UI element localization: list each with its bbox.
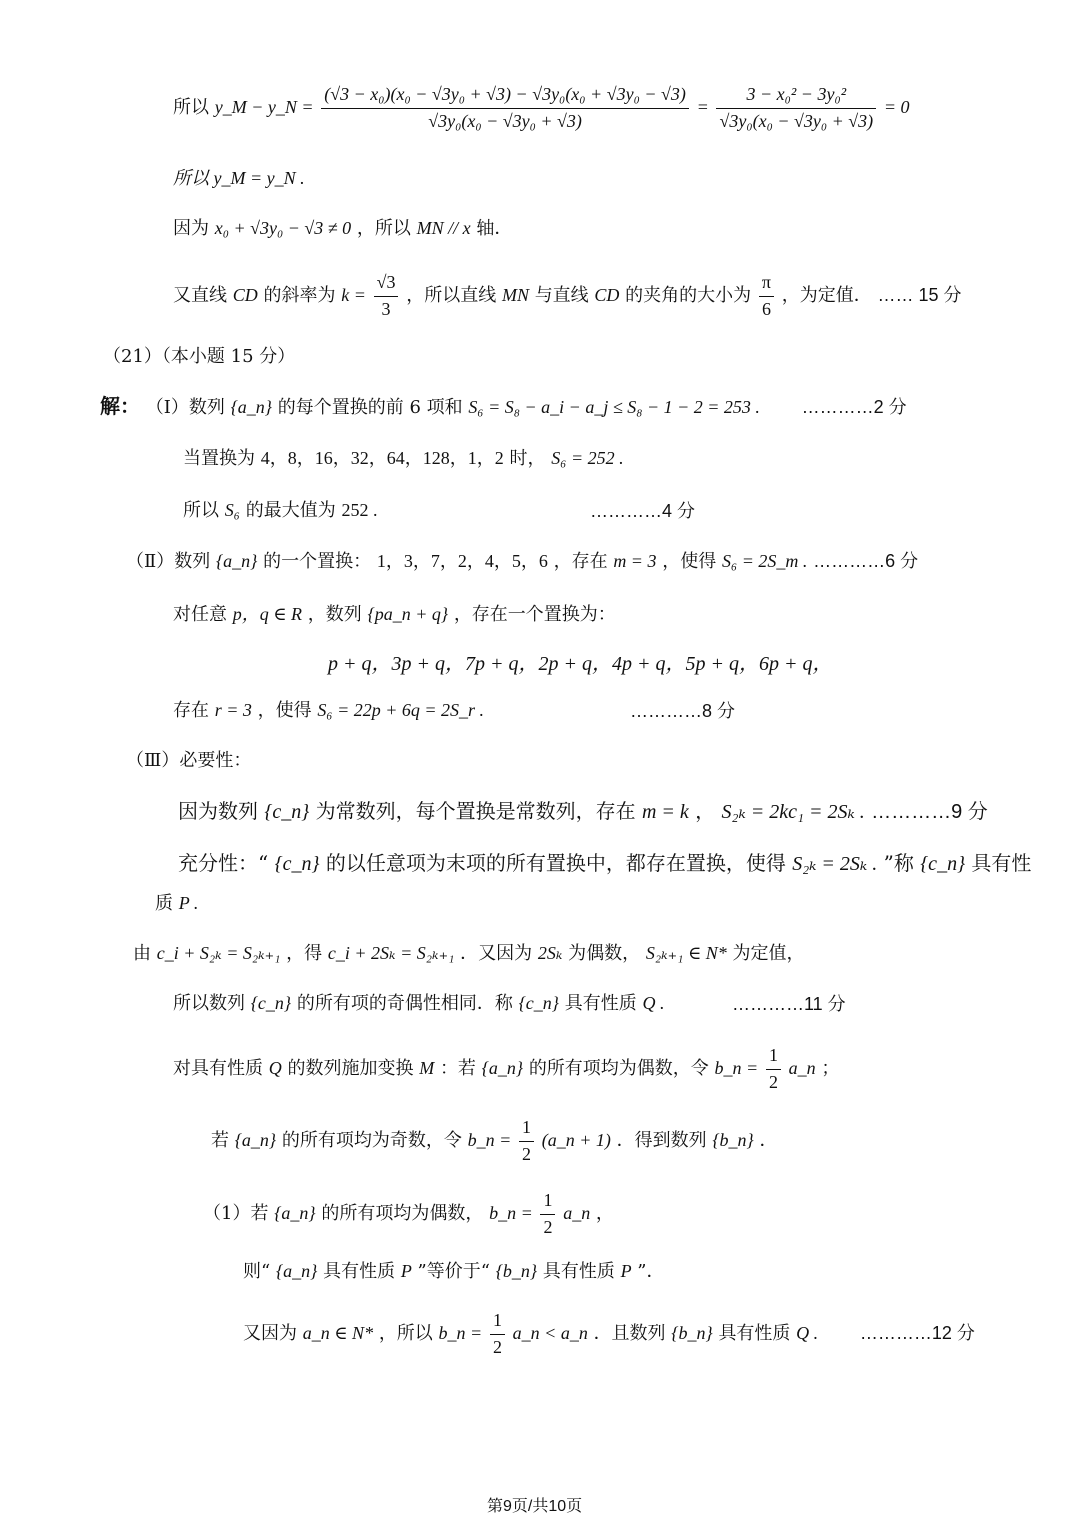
math: MN (501, 285, 529, 306)
fraction-denominator: 6 (761, 298, 771, 319)
fraction-numerator: 1 (490, 1310, 505, 1335)
text: ：若 (439, 1058, 476, 1080)
math: S₆ = S₈ − a_i − a_j ≤ S₈ − 1 − 2 = 253 . (468, 397, 760, 417)
fraction-slope (374, 272, 399, 320)
text: ，存在 (553, 551, 608, 572)
math: CD (594, 285, 620, 306)
line-16 (155, 893, 198, 915)
math: 4，8，16，32，64，128，1，2 (260, 448, 504, 468)
text: 与直线 (534, 285, 589, 307)
math: S₆ = 2S_m . (721, 551, 808, 571)
math: 2Sₖ (537, 943, 563, 963)
line-1 (173, 84, 910, 132)
text: ”等价于“ (417, 1261, 490, 1282)
line-9 (126, 551, 918, 573)
text: 存在 (173, 700, 209, 721)
text: 的每个置换的前 6 项和 (277, 397, 463, 418)
fraction-numerator: π (759, 272, 774, 297)
fraction-half (490, 1310, 505, 1358)
math: {c_n} (518, 993, 559, 1013)
math: a_n (788, 1058, 816, 1079)
text: 具有性质 (542, 1261, 615, 1282)
text: 对具有性质 (173, 1058, 263, 1080)
math: P (400, 1261, 412, 1281)
math: b_n = (714, 1058, 759, 1079)
math: m = k (641, 801, 689, 823)
solution-label: 解： (100, 394, 140, 418)
math: a_n < a_n (512, 1323, 588, 1344)
text: ； (821, 1058, 840, 1080)
text: ． (759, 1130, 778, 1152)
text: ，得 (286, 943, 323, 964)
line-3 (173, 218, 512, 240)
text: ”称 (883, 851, 914, 875)
line-15 (178, 851, 1031, 876)
score: …… 15 分 (877, 285, 962, 306)
text: 的数列施加变换 (287, 1058, 414, 1080)
math: {a_n} (275, 1261, 318, 1281)
text: 所以 y_M = y_N . (173, 168, 305, 188)
fraction-denominator: 2 (543, 1216, 553, 1237)
text: 轴． (476, 218, 513, 239)
math: {c_n} (264, 801, 310, 823)
text: 的所有项均为偶数， (321, 1203, 484, 1225)
math: x₀ + √3y₀ − √3 ≠ 0 (214, 218, 352, 238)
fraction-half (540, 1190, 555, 1238)
text: （Ⅰ）数列 (145, 397, 225, 418)
fraction-angle (759, 272, 774, 320)
text: 充分性：“ (178, 851, 269, 875)
math: {c_n} (250, 993, 292, 1013)
text: 具有性 (971, 851, 1032, 875)
math: P (620, 1261, 632, 1281)
text: 对任意 (173, 604, 227, 625)
math: {a_n} (230, 397, 272, 417)
math: CD (232, 285, 258, 306)
line-6 (100, 394, 907, 419)
text: ，存在一个置换为： (453, 604, 616, 625)
line-10 (173, 604, 616, 626)
text: （1）若 (203, 1203, 269, 1225)
text: 又直线 (173, 285, 227, 307)
math: b_n = (438, 1323, 483, 1344)
math: {c_n} (920, 853, 966, 875)
score: …………2 分 (801, 397, 907, 417)
math: {a_n} (274, 1203, 316, 1224)
text: 的斜率为 (263, 285, 336, 307)
math: k = (341, 285, 366, 306)
problem-heading: （21）（本小题 15 分） (103, 346, 296, 367)
line-8 (183, 500, 377, 522)
math: Q . (796, 1323, 819, 1344)
math-eq: = (696, 97, 709, 118)
line-12 (173, 700, 484, 722)
text: 因为 (173, 218, 209, 239)
text: 若 (211, 1130, 229, 1152)
fraction-1 (321, 84, 689, 132)
fraction-1-numerator: (√3 − x₀)(x₀ − √3y₀ + √3) − √3y₀(x₀ + √3y₀ − √3) (321, 84, 689, 109)
text: 所以 (183, 500, 219, 521)
text: ，所以直线 (406, 285, 497, 307)
text: 所以 (173, 97, 209, 119)
text: （Ⅱ）数列 (126, 551, 211, 572)
math: a_n ∈ N* (302, 1323, 374, 1344)
text: 的所有项的奇偶性相同．称 (296, 993, 513, 1014)
line-21 (203, 1190, 614, 1238)
fraction-2-denominator: √3y₀(x₀ − √3y₀ + √3) (719, 110, 874, 131)
text: ，使得 (662, 551, 717, 572)
math: M (419, 1058, 435, 1079)
line-12-score: …………8 分 (630, 701, 736, 721)
text: 则“ (243, 1261, 271, 1282)
math: p，q ∈ R (232, 604, 303, 624)
line-11: p + q，3p + q，7p + q，2p + q，4p + q，5p + q，6p + q， (328, 653, 833, 675)
math: {b_n} (671, 1323, 713, 1344)
line-19 (173, 1045, 839, 1093)
math: m = 3 (613, 551, 657, 571)
fraction-numerator: 1 (540, 1190, 555, 1215)
math: r = 3 (214, 700, 252, 720)
line-4 (173, 272, 962, 320)
math-tail: = 0 (883, 97, 910, 118)
math: 1，3，7，2，4，5，6 (376, 551, 548, 571)
math: {a_n} (481, 1058, 524, 1079)
text: 为常数列，每个置换是常数列，存在 (315, 799, 636, 823)
text: ，为定值． (781, 285, 872, 307)
text: （Ⅲ）必要性： (126, 750, 252, 771)
line-22 (243, 1261, 665, 1283)
line-14 (178, 799, 988, 824)
text: ，所以 (356, 218, 411, 239)
text: 具有性质 (323, 1261, 396, 1282)
score: …………9 分 (871, 801, 988, 823)
text: ， (595, 1203, 614, 1225)
text: ．且数列 (593, 1323, 666, 1345)
fraction-2 (716, 84, 876, 132)
text: 的一个置换： (263, 551, 372, 572)
fraction-2-numerator: 3 − x₀² − 3y₀² (716, 84, 876, 109)
text: ．又因为 (460, 943, 533, 964)
math: S₂ₖ = 2Sₖ . (792, 853, 878, 875)
math: b_n = (489, 1203, 533, 1224)
text: 因为数列 (178, 799, 258, 823)
fraction-half (766, 1045, 781, 1093)
line-17 (133, 943, 805, 965)
fraction-numerator: 1 (519, 1117, 534, 1142)
math: 252 . (341, 500, 378, 520)
text: 的以任意项为末项的所有置换中，都存在置换，使得 (325, 851, 786, 875)
line-23 (243, 1310, 975, 1358)
fraction-denominator: 2 (492, 1336, 502, 1357)
math: {c_n} (274, 853, 320, 875)
line-13 (126, 750, 251, 772)
math: S₂ₖ₊₁ ∈ N* (645, 943, 727, 963)
line-18 (173, 993, 664, 1015)
math: {pa_n + q} (367, 604, 449, 624)
line-5 (103, 346, 295, 368)
text: 质 (155, 893, 173, 914)
math: {a_n} (215, 551, 258, 571)
text: 的夹角的大小为 (625, 285, 752, 307)
text: 时， (509, 448, 546, 469)
fraction-numerator: 1 (766, 1045, 781, 1070)
text: 所以数列 (173, 993, 245, 1014)
math: S₆ (224, 500, 240, 520)
math: S₆ = 252 . (551, 448, 624, 468)
text: 的所有项均为偶数，令 (528, 1058, 709, 1080)
math: {b_n} (712, 1130, 754, 1151)
text: ， (695, 799, 716, 823)
math: MN // x (416, 218, 471, 238)
text: ，数列 (307, 604, 362, 625)
fraction-denominator: 2 (768, 1071, 778, 1092)
line-20 (211, 1117, 777, 1165)
line-7 (183, 448, 624, 470)
page-number: 第9页/共10页 (487, 1498, 583, 1515)
math-lhs: y_M − y_N = (214, 97, 314, 118)
text: 的最大值为 (245, 500, 336, 521)
text: 由 (133, 943, 151, 964)
text: ．得到数列 (616, 1130, 707, 1152)
math: b_n = (467, 1130, 512, 1151)
text: 具有性质 (564, 993, 637, 1014)
fraction-half (519, 1117, 534, 1165)
fraction-numerator: √3 (374, 272, 399, 297)
math: Q (268, 1058, 282, 1079)
text: 为偶数， (568, 943, 641, 964)
line-2 (173, 168, 305, 190)
line-8-score: …………4 分 (590, 501, 696, 521)
math: Q . (642, 993, 665, 1013)
math: {b_n} (495, 1261, 538, 1281)
text: 又因为 (243, 1323, 297, 1345)
fraction-denominator: 3 (381, 298, 391, 319)
math: S₂ₖ = 2kc₁ = 2Sₖ . (721, 801, 865, 823)
text: ，使得 (257, 700, 312, 721)
math: (a_n + 1) (541, 1130, 611, 1151)
text: ，所以 (378, 1323, 433, 1345)
text: 具有性质 (718, 1323, 791, 1345)
score: …………6 分 (813, 551, 919, 571)
math: P . (178, 893, 199, 913)
text: 的所有项均为奇数，令 (281, 1130, 462, 1152)
fraction-denominator: 2 (522, 1143, 531, 1164)
text: ”． (637, 1261, 665, 1282)
score: …………12 分 (859, 1323, 975, 1344)
text: 为定值， (732, 943, 805, 964)
fraction-1-denominator: √3y₀(x₀ − √3y₀ + √3) (428, 110, 582, 131)
math: {a_n} (234, 1130, 277, 1151)
math: S₆ = 22p + 6q = 2S_r . (317, 700, 485, 720)
math: c_i + 2Sₖ = S₂ₖ₊₁ (327, 943, 455, 963)
math: a_n (563, 1203, 591, 1224)
math: c_i + S₂ₖ = S₂ₖ₊₁ (156, 943, 281, 963)
text: 当置换为 (183, 448, 255, 469)
line-18-score: …………11 分 (732, 994, 846, 1014)
